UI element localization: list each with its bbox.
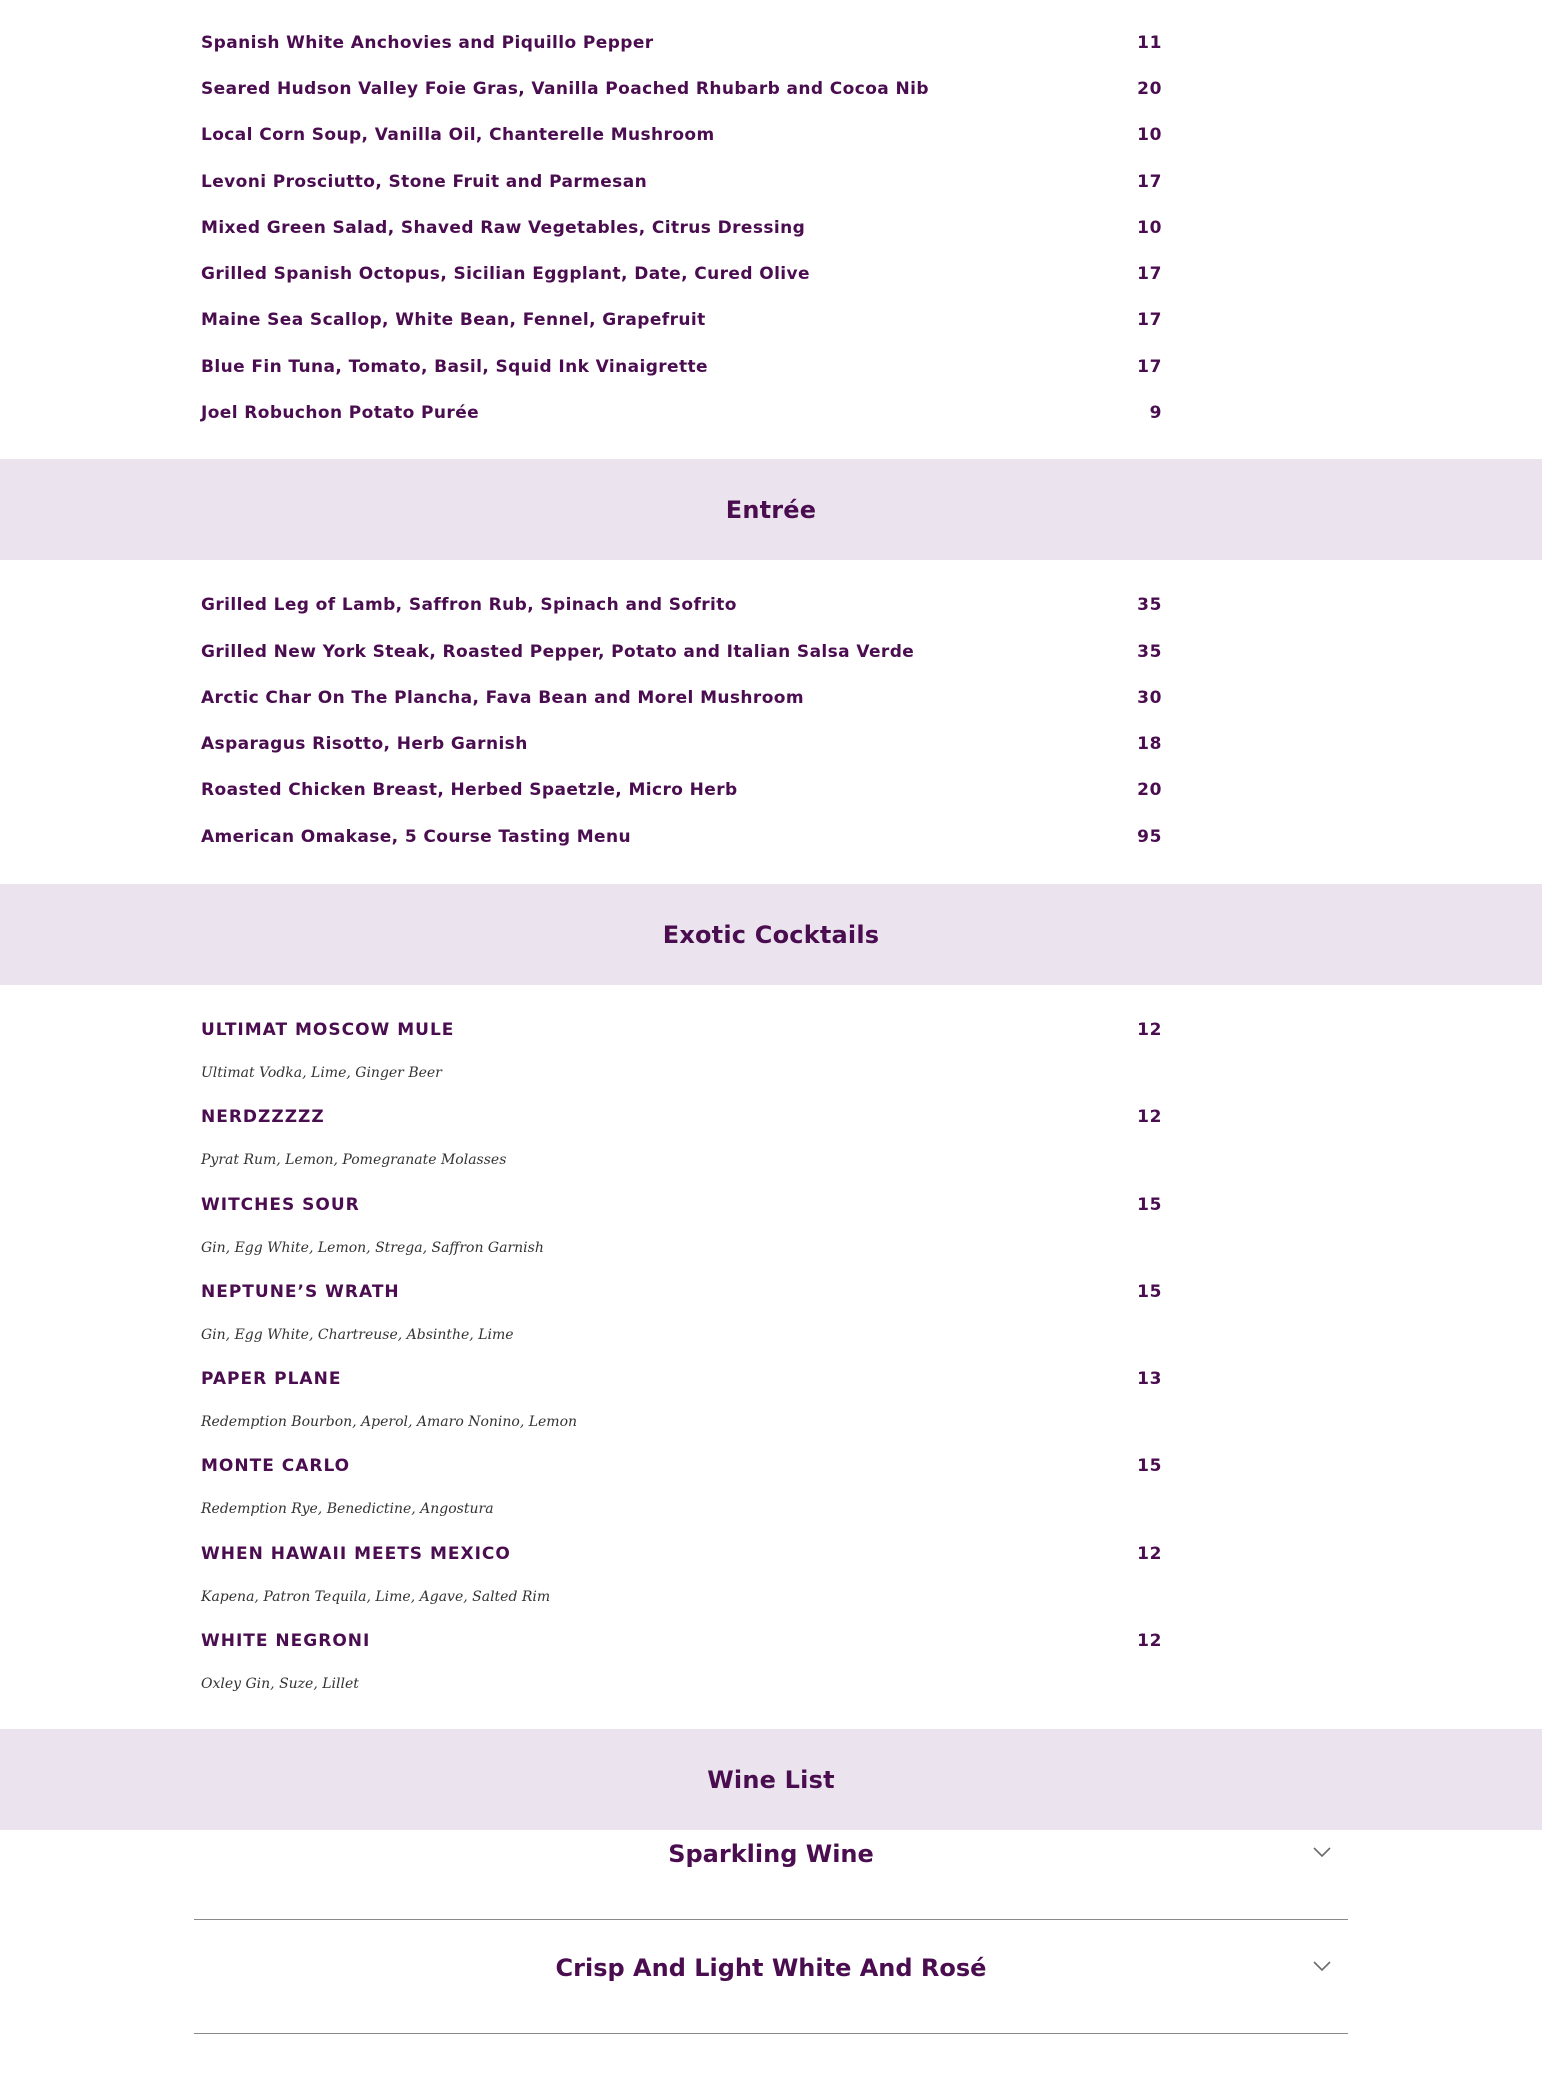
cocktail-description: Gin, Egg White, Lemon, Strega, Saffron Garnish: [201, 1240, 544, 1256]
menu-item: [0, 251, 1542, 297]
menu-item: [0, 344, 1542, 390]
section-title: Exotic Cocktails: [662, 920, 880, 949]
cocktail-description: Ultimat Vodka, Lime, Ginger Beer: [201, 1065, 442, 1081]
menu-item-name: Grilled Spanish Octopus, Sicilian Eggplant, Date, Cured Olive: [201, 264, 810, 284]
cocktail-item: [0, 1443, 1542, 1489]
cocktail-name: WITCHES SOUR: [201, 1195, 360, 1215]
cocktail-name: NEPTUNE’S WRATH: [201, 1282, 400, 1302]
menu-item-price: 95: [1137, 827, 1162, 847]
cocktail-price: 15: [1137, 1195, 1162, 1215]
menu-item: [0, 814, 1542, 860]
menu-item-name: Joel Robuchon Potato Purée: [201, 403, 480, 423]
menu-item-price: 10: [1137, 125, 1162, 145]
accordion-title[interactable]: Crisp And Light White And Rosé: [555, 1954, 987, 1982]
menu-item-name: American Omakase, 5 Course Tasting Menu: [201, 827, 631, 847]
menu-item-name: Seared Hudson Valley Foie Gras, Vanilla Poached Rhubarb and Cocoa Nib: [201, 79, 929, 99]
menu-item: [0, 20, 1542, 66]
cocktail-price: 12: [1137, 1020, 1162, 1040]
menu-item: [0, 297, 1542, 343]
menu-item-price: 17: [1137, 357, 1162, 377]
menu-item-price: 17: [1137, 264, 1162, 284]
cocktail-name: NERDZZZZZ: [201, 1107, 325, 1127]
menu-item-price: 20: [1137, 780, 1162, 800]
menu-item: [0, 159, 1542, 205]
menu-item-name: Grilled New York Steak, Roasted Pepper, Potato and Italian Salsa Verde: [201, 642, 915, 662]
section-title: Entrée: [725, 495, 817, 524]
menu-item-name: Blue Fin Tuna, Tomato, Basil, Squid Ink Vinaigrette: [201, 357, 708, 377]
accordion-crisp-light-white-rose[interactable]: [194, 1920, 1348, 2034]
cocktail-name: ULTIMAT MOSCOW MULE: [201, 1020, 455, 1040]
menu-item-name: Roasted Chicken Breast, Herbed Spaetzle, Micro Herb: [201, 780, 738, 800]
cocktail-name: MONTE CARLO: [201, 1456, 351, 1476]
cocktail-price: 12: [1137, 1544, 1162, 1564]
menu-item-price: 11: [1137, 33, 1162, 53]
cocktail-price: 15: [1137, 1282, 1162, 1302]
cocktail-item: [0, 1007, 1542, 1053]
menu-item-name: Mixed Green Salad, Shaved Raw Vegetables, Citrus Dressing: [201, 218, 806, 238]
cocktail-price: 13: [1137, 1369, 1162, 1389]
menu-item-price: 17: [1137, 172, 1162, 192]
menu-item: [0, 767, 1542, 813]
chevron-down-icon[interactable]: [1310, 1954, 1334, 1978]
entree-header: [0, 459, 1542, 560]
cocktail-item: [0, 1356, 1542, 1402]
cocktail-item: [0, 1094, 1542, 1140]
menu-item: [0, 66, 1542, 112]
menu-item-price: 18: [1137, 734, 1162, 754]
accordion-title[interactable]: Sparkling Wine: [668, 1840, 874, 1868]
menu-item-name: Local Corn Soup, Vanilla Oil, Chanterelle Mushroom: [201, 125, 715, 145]
menu-item-price: 30: [1137, 688, 1162, 708]
section-title: Wine List: [707, 1765, 835, 1794]
menu-item-price: 17: [1137, 310, 1162, 330]
menu-item: [0, 675, 1542, 721]
menu-item: [0, 721, 1542, 767]
cocktail-description: Pyrat Rum, Lemon, Pomegranate Molasses: [201, 1152, 507, 1168]
menu-item-name: Asparagus Risotto, Herb Garnish: [201, 734, 528, 754]
menu-item-price: 35: [1137, 642, 1162, 662]
cocktails-header: [0, 884, 1542, 985]
menu-item-price: 10: [1137, 218, 1162, 238]
menu-item-price: 9: [1149, 403, 1162, 423]
menu-item: [0, 629, 1542, 675]
menu-item-name: Maine Sea Scallop, White Bean, Fennel, Grapefruit: [201, 310, 706, 330]
chevron-down-icon[interactable]: [1310, 1840, 1334, 1864]
cocktail-description: Redemption Rye, Benedictine, Angostura: [201, 1501, 494, 1517]
menu-item-name: Spanish White Anchovies and Piquillo Pepper: [201, 33, 654, 53]
accordion-sparkling-wine[interactable]: [194, 1806, 1348, 1920]
cocktail-description: Oxley Gin, Suze, Lillet: [201, 1676, 359, 1692]
cocktail-name: WHEN HAWAII MEETS MEXICO: [201, 1544, 511, 1564]
cocktail-description: Kapena, Patron Tequila, Lime, Agave, Salted Rim: [201, 1589, 551, 1605]
menu-item-price: 35: [1137, 595, 1162, 615]
cocktail-name: WHITE NEGRONI: [201, 1631, 371, 1651]
menu-item: [0, 205, 1542, 251]
cocktail-item: [0, 1531, 1542, 1577]
cocktail-item: [0, 1618, 1542, 1664]
menu-item-price: 20: [1137, 79, 1162, 99]
menu-item-name: Arctic Char On The Plancha, Fava Bean and Morel Mushroom: [201, 688, 804, 708]
cocktail-name: PAPER PLANE: [201, 1369, 342, 1389]
menu-item: [0, 582, 1542, 628]
menu-item-name: Levoni Prosciutto, Stone Fruit and Parmesan: [201, 172, 648, 192]
menu-item: [0, 390, 1542, 436]
menu-item: [0, 112, 1542, 158]
cocktail-price: 12: [1137, 1107, 1162, 1127]
cocktail-description: Gin, Egg White, Chartreuse, Absinthe, Lime: [201, 1327, 514, 1343]
cocktail-description: Redemption Bourbon, Aperol, Amaro Nonino, Lemon: [201, 1414, 578, 1430]
cocktail-item: [0, 1182, 1542, 1228]
menu-item-name: Grilled Leg of Lamb, Saffron Rub, Spinach and Sofrito: [201, 595, 737, 615]
cocktail-price: 12: [1137, 1631, 1162, 1651]
cocktail-item: [0, 1269, 1542, 1315]
cocktail-price: 15: [1137, 1456, 1162, 1476]
